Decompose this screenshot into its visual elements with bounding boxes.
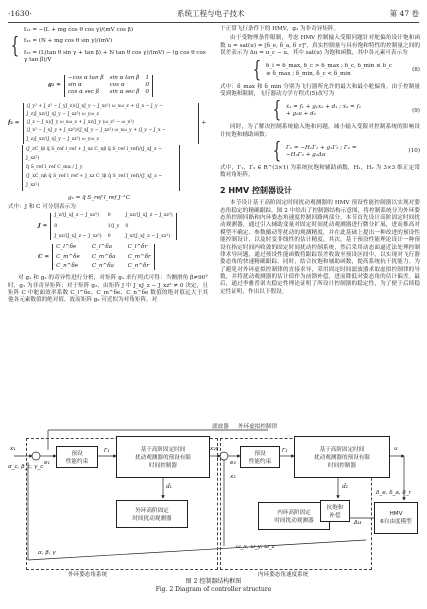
label-delta-u: Δu — [354, 520, 362, 526]
page-header — [8, 6, 419, 23]
right-column — [220, 24, 420, 298]
C-cell: C_n^δr — [127, 262, 150, 269]
section-heading: 2 HMV 控制器设计 — [220, 185, 292, 195]
sat-brace: { — [252, 57, 262, 83]
eq-number-8: (8) — [412, 66, 420, 73]
paragraph-gamma: 式中，Γ₁，Γ₂ ∈ R^(3×1) 为系统抗饱和辅助函数，H₁，H₂ 为 3×3 维正定常数对角矩阵。 — [220, 165, 420, 179]
label-outer-virtual: 外环虚拟控制律 — [238, 424, 278, 430]
label-x2: x₂ — [230, 474, 236, 480]
J-cell: 0 — [125, 223, 129, 229]
C-cell: C_n^δa — [91, 262, 114, 269]
eq-auxiliary — [270, 141, 420, 163]
f2b-row: (J_zC_lβ q̄ S_ref l_ref + J_xz C_nβ q̄ S_ref l_ref)/(J_xJ_z − J_xz²) — [26, 146, 163, 162]
J-cell: J_z/(J_xJ_z − J_xz²) — [54, 213, 99, 219]
g1-cell: 1 — [145, 74, 150, 81]
g1-matrix — [64, 75, 153, 97]
label-d1: d̂₁ — [166, 484, 172, 490]
f2b-matrix — [22, 145, 180, 191]
f2-label: f₂ = — [8, 119, 20, 126]
g1-cell: cos α sec β — [68, 89, 100, 96]
prescribed-performance-block-outer: 预设 性能约束 — [56, 446, 98, 468]
paragraph-limits: 式中：δ_max 和 δ_min 分别为飞行器所允许的最大和最小舵偏角。由于控制量受到饱和限制，飞行器动力学方程式(5)改写为 — [220, 83, 420, 97]
label-deltas: δ_e, δ_a, δ_r — [376, 490, 411, 496]
aux-brace: { — [272, 139, 282, 164]
label-gamma1: Γ₁ — [104, 448, 110, 454]
J-cell: J_xz/(J_xJ_z − J_xz²) — [54, 233, 102, 239]
f2b-row: q̄ S_ref l_ref C_mα / J_y — [26, 165, 83, 171]
paragraph-nonsingular: 于正常飞行条件下的 HMV，g₂ 为非奇异矩阵。 — [220, 26, 340, 32]
label-control-u: u — [394, 446, 398, 452]
g1-cell: 0 — [145, 89, 150, 96]
f2b-row: (J_xC_nβ q̄ S_ref l_ref + J_xz C_lβ q̄ S_ref l_ref)/(J_xJ_z − J_xz²) — [26, 174, 163, 189]
prescribed-performance-block-inner: 预设 性能约束 — [240, 446, 280, 468]
where-jc: 式中：J 和 C 可分别表示为 — [8, 203, 76, 210]
eq-J — [38, 213, 208, 240]
volume-label: 第 47 卷 — [389, 8, 419, 18]
label-outer-loop: 外环姿态角系统 — [68, 572, 108, 578]
eq-f2 — [8, 103, 208, 144]
outer-controller-block: 基于高阶固定时间 扰动观测器的预设有限 时间控制器 — [116, 436, 210, 478]
journal-title: 系统工程与电子技术 — [177, 8, 245, 18]
g1-cell: sin α tan β — [109, 74, 140, 81]
C-cell: C_n^δe — [56, 262, 79, 269]
C-cell: C_l^δe — [56, 244, 77, 251]
caption-english: Fig. 2 Diagram of controller structure — [155, 585, 272, 593]
C-matrix — [52, 244, 155, 270]
J-matrix — [50, 213, 176, 240]
g1-label: g₁ = — [48, 81, 61, 88]
C-cell: C_l^δr — [127, 244, 148, 251]
J-cell: 0 — [107, 233, 111, 239]
caption-chinese: 图 2 控制器结构框图 — [185, 578, 242, 585]
label-e2: e₂ — [230, 460, 236, 466]
label-filter: 滤波器 — [212, 424, 229, 430]
inner-controller-block: 基于高阶固定时间 扰动观测器的预设有限 时间控制器 — [294, 436, 390, 478]
dyn-brace: { — [272, 98, 282, 124]
J-cell: 0 — [107, 213, 111, 219]
label-x2c: x₂c — [210, 446, 219, 452]
eq-f2b — [22, 145, 208, 191]
eq-number-9: (9) — [412, 107, 420, 114]
label-d2: d̂₂ — [342, 484, 348, 490]
eq-f-group — [8, 25, 208, 69]
controller-diagram — [8, 420, 420, 590]
paragraph-anti-windup: 同时，为了解决控制系统输入饱和问题，减小输入受限对控制系统的影响设计抗饱和辅助函数： — [220, 124, 420, 138]
C-cell: C_m^δe — [56, 253, 80, 260]
label-gamma2: Γ₂ — [282, 448, 288, 454]
J-label: J = — [38, 223, 48, 230]
eq-g1 — [48, 75, 208, 97]
figure-caption — [0, 578, 427, 594]
aux-equation: Γ̇₁ = −H₁Γ₁ + g₁Γ₂ ; Γ̇₂ = −H₂Γ₂ + g₂Δu — [286, 144, 357, 158]
eq-saturation — [250, 57, 420, 83]
f2-row: (J_z − J_x)/J_y ω_xω_z + J_xz/J_y (ω_z² − ω_x²) — [26, 120, 134, 126]
label-x1: x₁ — [10, 446, 16, 452]
eq-C — [38, 244, 208, 270]
label-e1: e₁ — [44, 460, 50, 466]
J-cell: J_xz/(J_xJ_z − J_xz²) — [125, 213, 173, 219]
label-omega: ω_x, ω_y, ω_z — [236, 544, 275, 550]
inner-observer-block: 内环高阶固定 时间扰动观测器 — [258, 502, 330, 530]
C-cell: C_l^δa — [91, 244, 113, 251]
g1-cell: sin α sec β — [109, 89, 140, 96]
eq-g2: g₂ = q̄ S_ref l_ref J⁻¹C — [68, 194, 131, 201]
f2-matrix — [23, 103, 199, 144]
eq-number-10: (10) — [408, 148, 420, 155]
J-cell: J_x/(J_xJ_z − J_xz²) — [125, 233, 171, 239]
g1-cell: sin α — [68, 81, 82, 88]
page-number: ·1630· — [8, 8, 32, 18]
f2-row: (J_x² − J_xJ_y + J_xz²)/(J_xJ_y − J_xz²) ω_xω_y + (J_y − J_x − J_z)J_xz/(J_xJ_y − J_xz²) ω_yω_z — [26, 128, 166, 142]
label-inner-loop: 内环姿态角速度系统 — [258, 572, 309, 578]
paragraph-saturation: 由于受物理条件限制，考虑 HMV 控制输入受限问题针对舵偏角设计饱和函数 u = sat(u) = [δ_e, δ_a, δ_r]ᵀ，真实控制量与具有饱和特性的控制量之间的误差表示为 Δu = u_c − u，其中 sat(u) 为饱和函数，其中各元素可表示为 — [220, 35, 420, 57]
J-cell: 1/J_y — [107, 223, 120, 229]
eq-f-lines — [24, 25, 208, 69]
eq-f33: f₃₃ = (L(tan θ sin γ + tan β) + N tan θ cos γ)/(mV) − (g cos θ cos γ tan β)/V — [24, 49, 206, 64]
label-attitude-out: α, β, γ — [38, 550, 56, 556]
eq-f13: f₁₃ = −(L + mg cos θ cos γ)/(mV cos β) — [24, 27, 134, 33]
f2-row: (J_y² + J_z² − J_yJ_z)/(J_xJ_y − J_xz²) ω_xω_z + (J_x − J_y − J_z)J_xz/(J_xJ_y − J_xz²) ω_yω_z — [26, 103, 163, 117]
C-cell: C_m^δr — [127, 253, 151, 260]
paragraph-design: 本节设计基于高阶固定时间扰动观测器的 HMV 预设性能控制器以实现对姿态角稳定的精确跟踪。图 2 中给出了控制器结构示意图，将控制系统分为外环姿态角控制回路和内环姿态角速度控制回路两部分。本节首先设计高阶固定时间扰动观测器，通过引入辅助变量对固定时间扰动观测器进行微分扩展，进而推高对模型不确定、参数摄动等扰动的观测精度，并在此基础上提出一种改进的预设性能控制设计，以及时变非线性的估计精度。其次，基于预设性能理论设计一种预设在指定时间内收敛的固定时间扰动控制系统，然后采用动态面逼近法处理控制律求导问题，通过预设性能函数将跟踪误差收敛至预设区间中，以实现对飞行器姿态角的快速精确跟踪。同时，结合抗饱和辅助函数，提高系统抗干扰能力。为了避免对外环虚拟控制律的直接求导，采用固定时间滤波器求取虚拟控制律的导数，并将扰动观测器的估计值作为前馈补偿，进而降低对姿态角的估计偏差。最后，通过李雅普诺夫稳定性理论证明了所设计控制器的稳定性，为了便于后续稳定性证明，作出以下假设。 — [220, 200, 420, 295]
eq-dynamics — [270, 100, 420, 122]
sat-equation: δ_i = δ_max, δ_c > δ_max ; δ_c, δ_min ≤ δ_c ≤ δ_max ; δ_min, δ_c < δ_min — [266, 63, 392, 77]
C-label: C = — [38, 253, 50, 260]
g1-cell: cos α — [109, 81, 125, 88]
hmv-model-block: HMV 6自由度模型 — [374, 502, 418, 534]
outer-observer-block: 外环高阶固定 时间扰动观测器 — [116, 500, 188, 528]
left-brace: { — [10, 33, 20, 59]
g1-cell: −cos α tan β — [68, 74, 104, 81]
J-cell: 0 — [54, 223, 58, 229]
anti-saturation-block: 抗饱和 补偿 — [320, 500, 350, 522]
g1-cell: 0 — [145, 81, 150, 88]
f2-plus: + — [201, 119, 207, 126]
left-column — [8, 24, 208, 307]
label-x1c: α_c, β_c, γ_c — [8, 464, 44, 470]
eq-f23: f₂₃ = (N + mg cos θ sin γ)/(mV) — [24, 38, 113, 45]
C-cell: C_m^δa — [91, 253, 116, 260]
paragraph-singularity: 对 g₁ 和 g₂ 的奇异性进行分析，对矩阵 g₁ 求行列式可得：当侧滑角 β≠90°时，g₁ 为非奇异矩阵；对于矩阵 g₂，由矩阵 J 中 J_xJ_z − J_xz² ≠ 0 决定，且矩阵 C 中舵面效率系数 C_l^δe、C_m^δe、C_n^δe 数值的绝对值远大于其他各元素数值的绝对值，故而矩阵 g₂ 可近似为对角矩阵，对 — [8, 275, 208, 304]
dyn-equation: ẋ₁ = f₁ + g₁x₂ + d₁ ; ẋ₂ = f₂ + g₂u + d₂ — [286, 103, 361, 118]
